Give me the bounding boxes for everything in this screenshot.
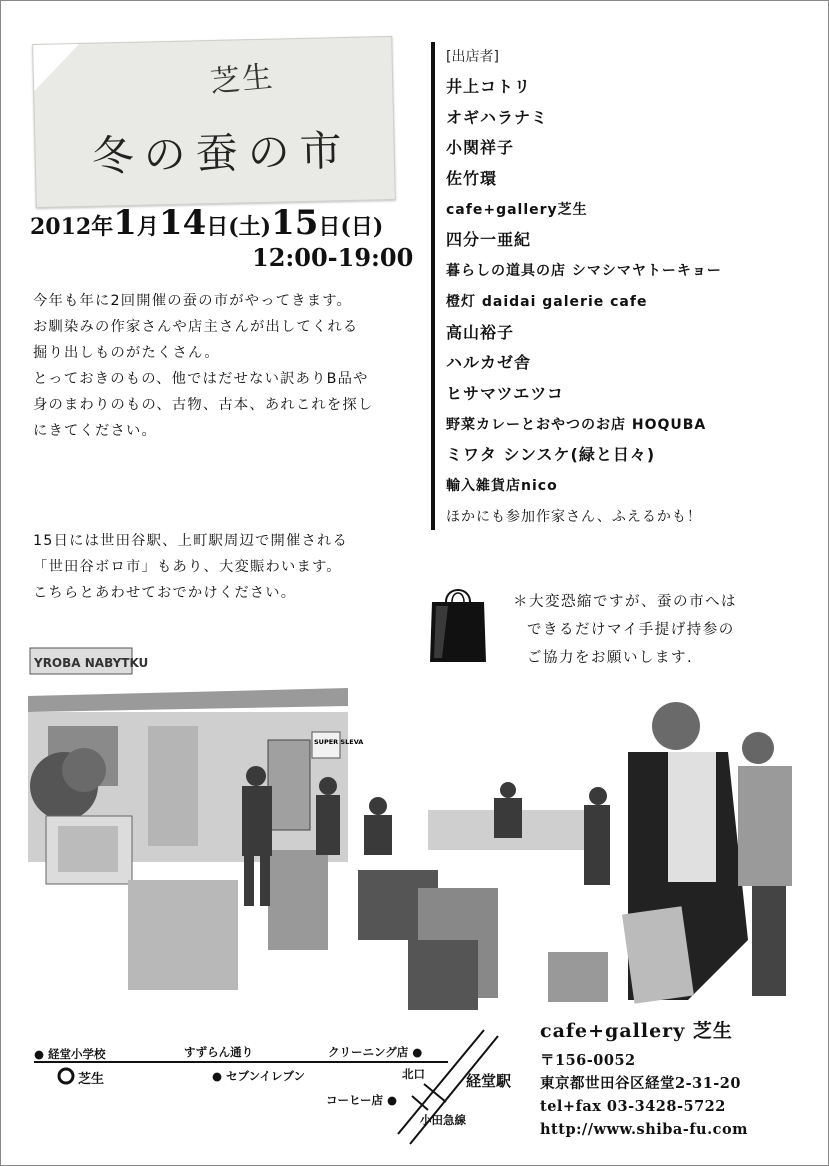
vendor-item: 四分一亜紀 — [446, 230, 532, 250]
title-main: 冬の蚕の市 — [91, 125, 353, 181]
shop-url[interactable]: http://www.shiba-fu.com — [540, 1121, 748, 1138]
date-month: 1 — [113, 203, 137, 243]
date-day2-unit: 日 — [318, 214, 341, 240]
vendor-item: ハルカゼ舎 — [446, 353, 532, 373]
vendor-item: 暮らしの道具の店 シマシマヤトーキョー — [446, 263, 722, 280]
intro-line: お馴染みの作家さんや店主さんが出してくれる — [33, 319, 359, 335]
market-photo — [28, 640, 798, 1012]
vendor-item: 佐竹環 — [446, 169, 498, 189]
date-day1-unit: 日 — [206, 214, 229, 240]
vendor-item: オギハラナミ — [446, 107, 549, 127]
vendor-item: cafe+gallery芝生 — [446, 201, 588, 218]
date-weekday2: (日) — [340, 214, 384, 240]
vendor-heading: [出店者] — [446, 49, 499, 65]
vendor-item: ミワタ シンスケ(緑と日々) — [446, 445, 656, 465]
intro-line: 今年も年に2回開催の蚕の市がやってきます。 — [33, 293, 353, 309]
vendor-item: 高山裕子 — [446, 322, 515, 342]
map-coffee: コーヒー店 ● — [326, 1093, 398, 1107]
date-year: 2012年 — [30, 214, 114, 240]
vendor-item: 輸入雑貨店nico — [446, 477, 558, 494]
intro-line: 掘り出しものがたくさん。 — [33, 345, 220, 361]
map-seven-eleven: ● セブンイレブン — [212, 1069, 306, 1083]
map-school: ● 経堂小学校 — [34, 1047, 106, 1061]
intro-text — [33, 288, 413, 444]
vendor-divider — [431, 42, 435, 530]
photo-sale-text: SUPER SLEVA — [314, 738, 364, 746]
shop-tel: tel+fax 03-3428-5722 — [540, 1098, 726, 1115]
map-station: 経堂駅 — [466, 1072, 512, 1090]
date-day1: 14 — [158, 203, 207, 243]
vendor-item: ヒサマツエツコ — [446, 383, 564, 403]
note-line: ご協力をお願いします. — [527, 650, 694, 666]
shop-zip: 〒156-0052 — [540, 1052, 636, 1069]
map-shibafu: 芝生 — [78, 1072, 105, 1087]
intro-line: こちらとあわせておでかけください。 — [33, 585, 297, 601]
date-month-unit: 月 — [136, 214, 159, 240]
vendor-item: 井上コトリ — [446, 77, 532, 96]
photo-sign-text: YROBA NABYTKU — [34, 656, 149, 670]
vendor-item: 野菜カレーとおやつのお店 HOQUBA — [446, 416, 707, 433]
note-line: できるだけマイ手提げ持参の — [527, 622, 735, 638]
access-map — [28, 1024, 518, 1154]
intro-line: 身のまわりのもの、古物、古本、あれこれを探し — [33, 397, 374, 413]
title-sub: 芝生 — [208, 59, 276, 101]
shop-info — [540, 1016, 748, 1141]
shop-address: 東京都世田谷区経堂2-31-20 — [540, 1075, 741, 1092]
map-suzuran: すずらん通り — [184, 1045, 254, 1059]
intro-line: 15日には世田谷駅、上町駅周辺で開催される — [33, 533, 349, 549]
map-cleaning: クリーニング店 ● — [328, 1045, 423, 1059]
shop-name: cafe+gallery 芝生 — [540, 1020, 733, 1042]
intro-text-2 — [33, 528, 413, 606]
vendor-list — [446, 42, 826, 532]
title-paper — [32, 36, 396, 208]
vendor-item: 小関祥子 — [446, 138, 515, 158]
event-time: 12:00-19:00 — [252, 243, 414, 272]
map-kitaguchi: 北口 — [402, 1067, 425, 1081]
date-day2: 15 — [271, 203, 319, 243]
event-date — [30, 203, 383, 243]
date-weekday1: (土) — [228, 214, 272, 240]
vendor-item: 橙灯 daidai galerie cafe — [446, 293, 648, 310]
intro-line: にきてください。 — [33, 423, 157, 439]
vendor-footer: ほかにも参加作家さん、ふえるかも！ — [446, 508, 702, 525]
map-lines — [28, 1024, 518, 1154]
note-line: ＊大変恐縮ですが、蚕の市へは — [513, 594, 737, 610]
map-odakyu: 小田急線 — [420, 1113, 466, 1127]
intro-line: とっておきのもの、他ではだせない訳ありB品や — [33, 371, 369, 387]
intro-line: 「世田谷ボロ市」もあり、大変賑わいます。 — [33, 559, 342, 575]
